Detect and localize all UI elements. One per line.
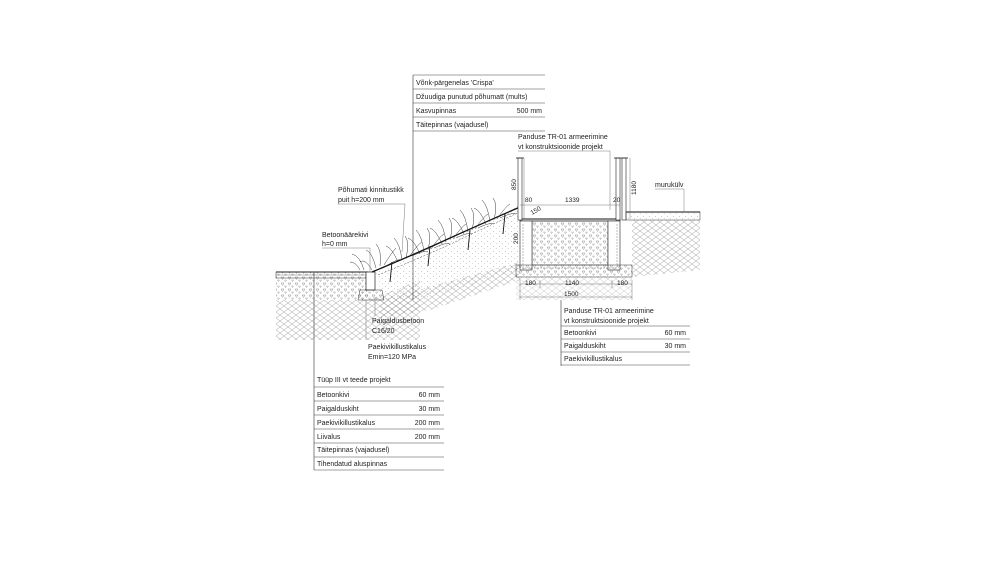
bottom-row-2-value: 200 mm — [414, 420, 440, 427]
dim-1339: 1339 — [565, 197, 580, 204]
dim-1500: 1500 — [564, 291, 579, 298]
right-title-0: Panduse TR-01 armeerimine — [564, 308, 654, 315]
bottom-row-3: Liivalus — [317, 434, 341, 441]
dim-150: 150 — [529, 205, 543, 217]
dim-180-left: 180 — [525, 280, 536, 287]
lawn-note — [655, 182, 684, 212]
ramp-structure — [516, 158, 632, 277]
curb-line-0: Betoonäärekivi — [322, 232, 369, 239]
lawn-label: murukülv — [655, 182, 684, 189]
dim-850: 850 — [511, 179, 518, 190]
dim-180-right: 180 — [617, 280, 628, 287]
dim-1180: 1180 — [631, 181, 638, 195]
stake-line-1: puit h=200 mm — [338, 197, 385, 204]
top-row-2-value: 500 mm — [516, 108, 542, 115]
bottom-row-3-value: 200 mm — [414, 434, 440, 441]
bottom-title: Tüüp III vt teede projekt — [317, 377, 391, 384]
ramp-top-line-0: Panduse TR-01 armeerimine — [518, 134, 608, 141]
bottom-row-0-value: 60 mm — [418, 392, 440, 399]
dim-20: 20 — [613, 197, 621, 204]
right-row-1: Paigalduskiht — [564, 343, 606, 350]
right-title-1: vt konstruktsioonide projekt — [564, 318, 649, 325]
right-layer-table — [561, 300, 690, 366]
right-row-0: Betoonkivi — [564, 330, 597, 337]
bottom-row-1-value: 30 mm — [418, 406, 440, 413]
bottom-row-2: Paekivikillustikalus — [317, 420, 375, 427]
right-row-2: Paekivikillustikalus — [564, 356, 622, 363]
concrete-line-0: Paigaldusbetoon — [372, 318, 425, 325]
top-row-3: Täitepinnas (vajadusel) — [416, 122, 489, 129]
top-row-2: Kasvupinnas — [416, 108, 457, 115]
right-row-1-value: 30 mm — [664, 343, 686, 350]
right-row-0-value: 60 mm — [664, 330, 686, 337]
concrete-line-1: C16/20 — [372, 328, 395, 335]
bottom-row-1: Paigalduskiht — [317, 406, 359, 413]
dim-200: 200 — [513, 233, 520, 244]
slope-embankment — [372, 205, 520, 318]
straw-stake-note — [338, 187, 405, 252]
bottom-row-0: Betoonkivi — [317, 392, 350, 399]
bottom-row-5: Tihendatud aluspinnas — [317, 461, 388, 468]
dim-1140: 1140 — [565, 280, 579, 287]
curb-line-1: h=0 mm — [322, 241, 348, 248]
base-line-0: Paekivikillustikalus — [368, 344, 426, 351]
top-row-1: Džuudiga punutud põhumatt (mults) — [416, 94, 528, 101]
ramp-top-line-1: vt konstruktsioonide projekt — [518, 144, 603, 151]
base-line-1: Emin=120 MPa — [368, 354, 417, 361]
stake-line-0: Põhumati kinnitustikk — [338, 187, 404, 194]
dim-80: 80 — [525, 197, 533, 204]
bottom-row-4: Täitepinnas (vajadusel) — [317, 447, 390, 454]
top-row-0: Võnk-pärgenelas 'Crispa' — [416, 80, 494, 87]
